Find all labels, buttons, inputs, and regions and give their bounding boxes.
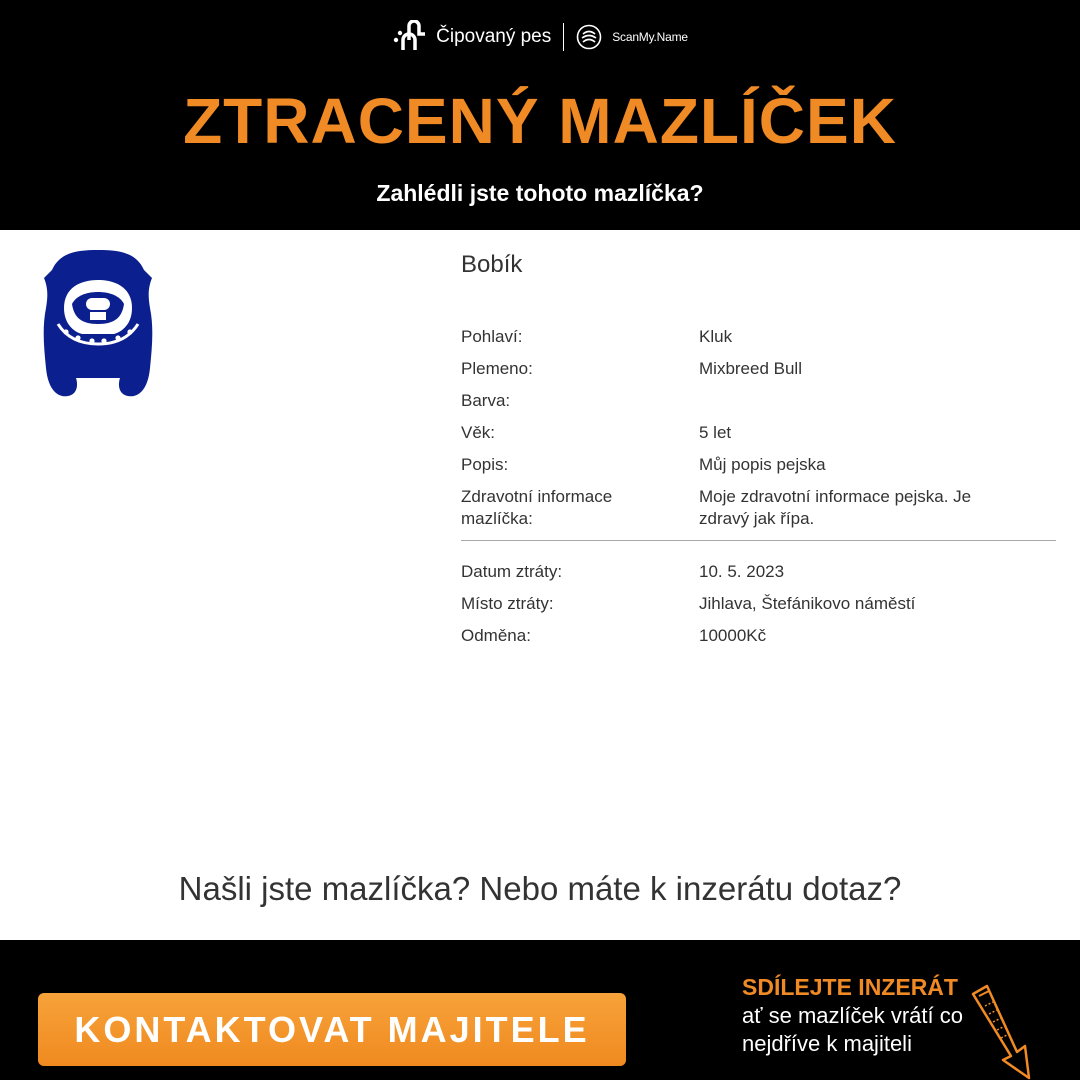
detail-row-health <box>461 486 1056 530</box>
detail-row-loss-date <box>461 561 1056 583</box>
partner-name: ScanMy.Name <box>612 30 688 44</box>
contact-owner-button[interactable]: KONTAKTOVAT MAJITELE <box>38 993 626 1066</box>
brand-divider <box>563 23 564 51</box>
page-title: ZTRACENÝ MAZLÍČEK <box>183 85 897 157</box>
detail-label: Odměna: <box>461 626 531 645</box>
pet-details <box>461 326 1056 657</box>
detail-row-breed <box>461 358 1056 380</box>
brand-name: Čipovaný pes <box>436 26 552 47</box>
cipovany-pes-logo-icon <box>392 20 426 54</box>
detail-label: Věk: <box>461 423 496 442</box>
scanmyname-logo-icon <box>576 24 602 50</box>
footer <box>0 940 1080 1080</box>
contact-question: Našli jste mazlíčka? Nebo máte k inzerátu dotaz? <box>178 870 902 907</box>
detail-label: Datum ztráty: <box>461 562 563 581</box>
detail-label: Zdravotní informace mazlíčka: <box>461 487 613 528</box>
detail-label: Pohlaví: <box>461 327 523 346</box>
detail-value <box>699 390 1056 412</box>
brand-bar <box>0 20 1080 54</box>
details-divider <box>461 540 1056 541</box>
detail-value: Můj popis pejska <box>699 455 826 474</box>
header <box>0 0 1080 230</box>
detail-value: 10. 5. 2023 <box>699 562 785 581</box>
detail-value: Kluk <box>699 327 733 346</box>
detail-label: Popis: <box>461 455 509 474</box>
arrow-down-icon <box>965 980 1040 1080</box>
detail-value: Moje zdravotní informace pejska. Je zdravý jak řípa. <box>699 487 972 528</box>
detail-row-sex <box>461 326 1056 348</box>
share-title: SDÍLEJTE INZERÁT <box>742 974 958 1000</box>
detail-row-reward <box>461 625 1056 647</box>
detail-value: Mixbreed Bull <box>699 359 802 378</box>
detail-row-age <box>461 422 1056 444</box>
detail-row-loss-place <box>461 593 1056 615</box>
detail-value: 5 let <box>699 423 732 442</box>
detail-value: 10000Kč <box>699 626 767 645</box>
bulldog-icon <box>42 248 154 400</box>
detail-value: Jihlava, Štefánikovo náměstí <box>699 594 916 613</box>
page-subtitle: Zahlédli jste tohoto mazlíčka? <box>376 180 704 206</box>
pet-name: Bobík <box>461 251 523 278</box>
share-text: ať se mazlíček vrátí co nejdříve k majiteli <box>742 1003 963 1056</box>
detail-label: Plemeno: <box>461 359 533 378</box>
detail-row-description <box>461 454 1056 476</box>
detail-row-color <box>461 390 1056 412</box>
detail-label: Barva: <box>461 391 511 410</box>
detail-label: Místo ztráty: <box>461 594 554 613</box>
